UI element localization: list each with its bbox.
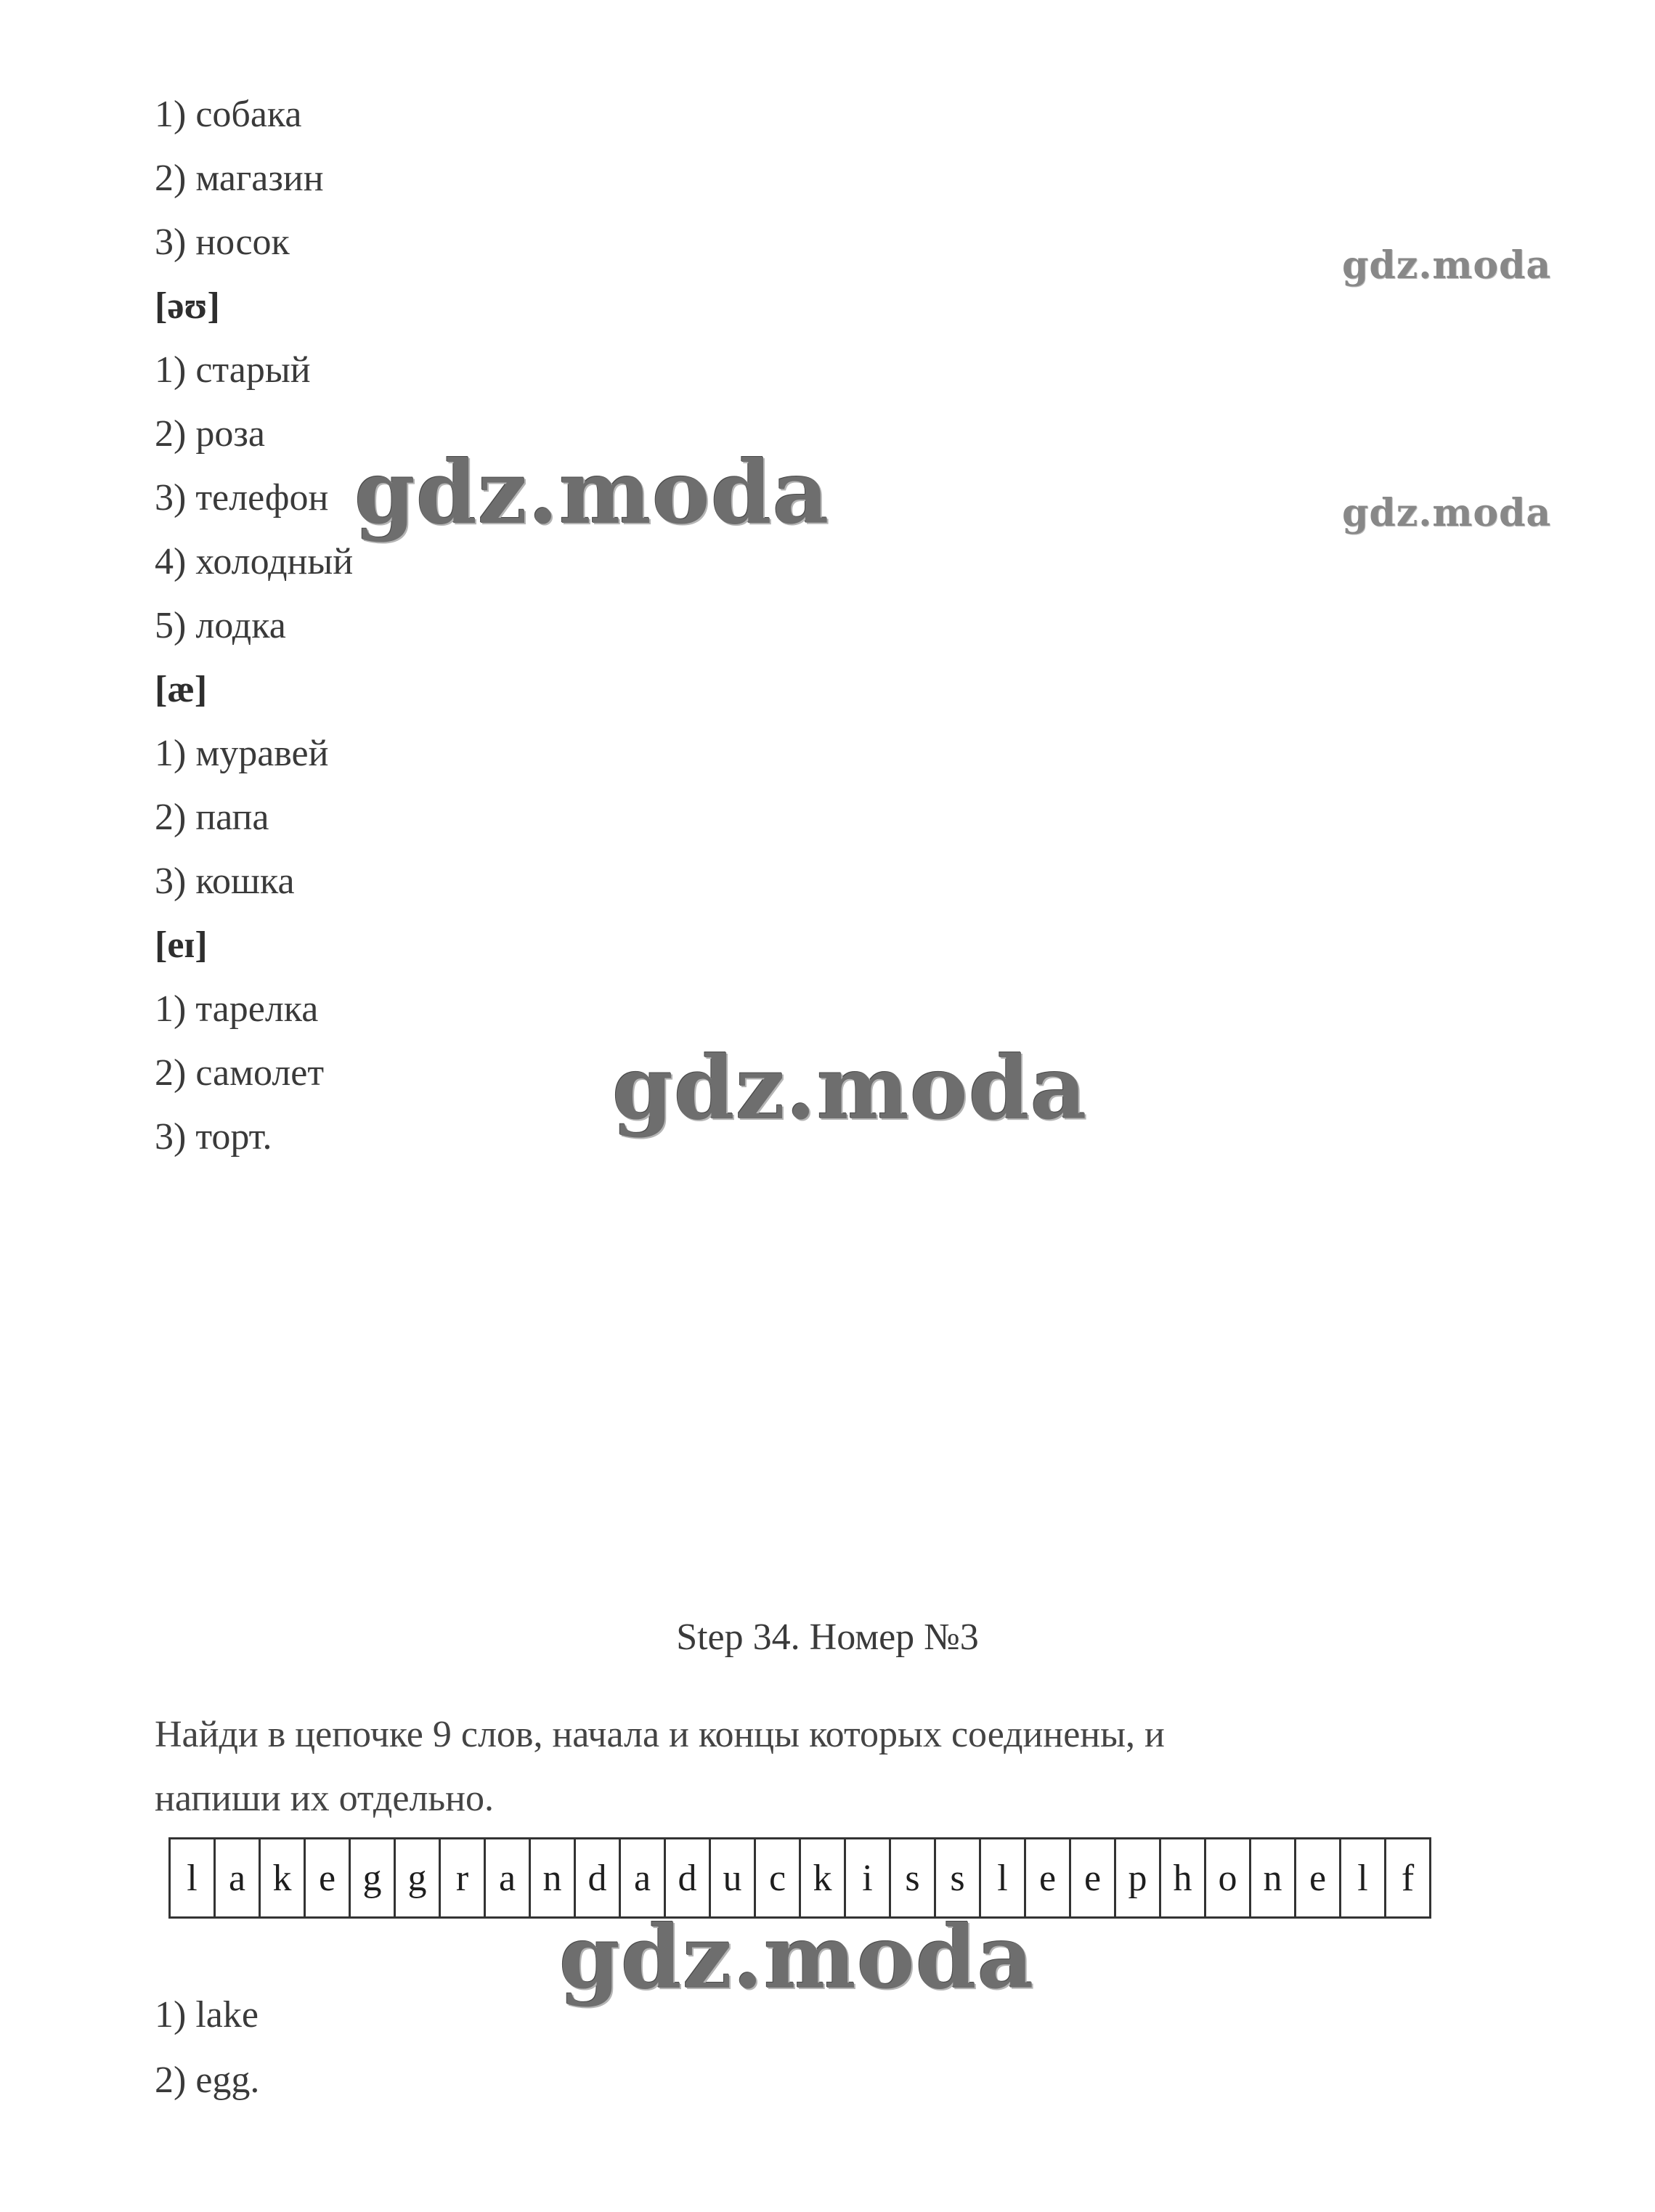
letter-cell: l (1341, 1839, 1386, 1916)
phoneme-heading: [əʊ] (155, 285, 220, 327)
letter-cell: f (1386, 1839, 1431, 1916)
letter-cell: g (396, 1839, 441, 1916)
list-item: 1) муравей (155, 733, 329, 774)
letter-cell: g (351, 1839, 396, 1916)
letter-cell: r (441, 1839, 486, 1916)
letter-cell: k (801, 1839, 846, 1916)
letter-cell: e (1071, 1839, 1116, 1916)
letter-cell: a (621, 1839, 666, 1916)
letter-cell: s (936, 1839, 981, 1916)
list-item: 3) носок (155, 221, 290, 263)
letter-cell: s (891, 1839, 936, 1916)
letter-cell: o (1206, 1839, 1251, 1916)
list-item: 1) старый (155, 349, 311, 391)
letter-cell: e (1026, 1839, 1071, 1916)
watermark-text: gdz.moda (612, 1037, 1088, 1139)
list-item: 1) тарелка (155, 988, 319, 1030)
letter-cell: e (306, 1839, 351, 1916)
answer-item: 2) egg. (155, 2059, 260, 2101)
letter-cell: c (756, 1839, 801, 1916)
letter-cell: n (531, 1839, 576, 1916)
letter-cell: d (576, 1839, 621, 1916)
list-item: 2) самолет (155, 1052, 325, 1094)
letter-cell: n (1251, 1839, 1296, 1916)
letter-cell: a (216, 1839, 261, 1916)
phoneme-heading: [æ] (155, 669, 208, 710)
watermark-text: gdz.moda (1342, 243, 1552, 288)
letter-cell: p (1116, 1839, 1161, 1916)
letter-cell: a (486, 1839, 531, 1916)
list-item: 3) кошка (155, 861, 295, 902)
list-item: 2) роза (155, 413, 265, 455)
letter-cell: l (981, 1839, 1026, 1916)
letter-cell: l (171, 1839, 216, 1916)
task-line: напиши их отдельно. (155, 1778, 494, 1819)
letter-cell: u (711, 1839, 756, 1916)
watermark-text: gdz.moda (354, 442, 830, 544)
letter-cell: i (846, 1839, 891, 1916)
list-item: 3) телефон (155, 477, 329, 519)
list-item: 2) магазин (155, 158, 324, 199)
letter-cell: h (1161, 1839, 1206, 1916)
list-item: 4) холодный (155, 541, 354, 582)
list-item: 5) лодка (155, 605, 286, 646)
letter-cell: e (1296, 1839, 1341, 1916)
list-item: 2) папа (155, 797, 269, 838)
task-line: Найди в цепочке 9 слов, начала и концы которых соединены, и (155, 1714, 1165, 1755)
exercise-title: Step 34. Номер №3 (676, 1617, 979, 1658)
watermark-text: gdz.moda (559, 1906, 1035, 2009)
answer-item: 1) lake (155, 1994, 259, 2036)
phoneme-heading: [eɪ] (155, 924, 208, 966)
task-text (155, 1703, 1462, 1831)
list-item: 3) торт. (155, 1116, 272, 1158)
watermark-text: gdz.moda (1342, 491, 1552, 535)
letter-cell: k (261, 1839, 306, 1916)
letter-cell: d (666, 1839, 711, 1916)
list-item: 1) собака (155, 94, 302, 135)
